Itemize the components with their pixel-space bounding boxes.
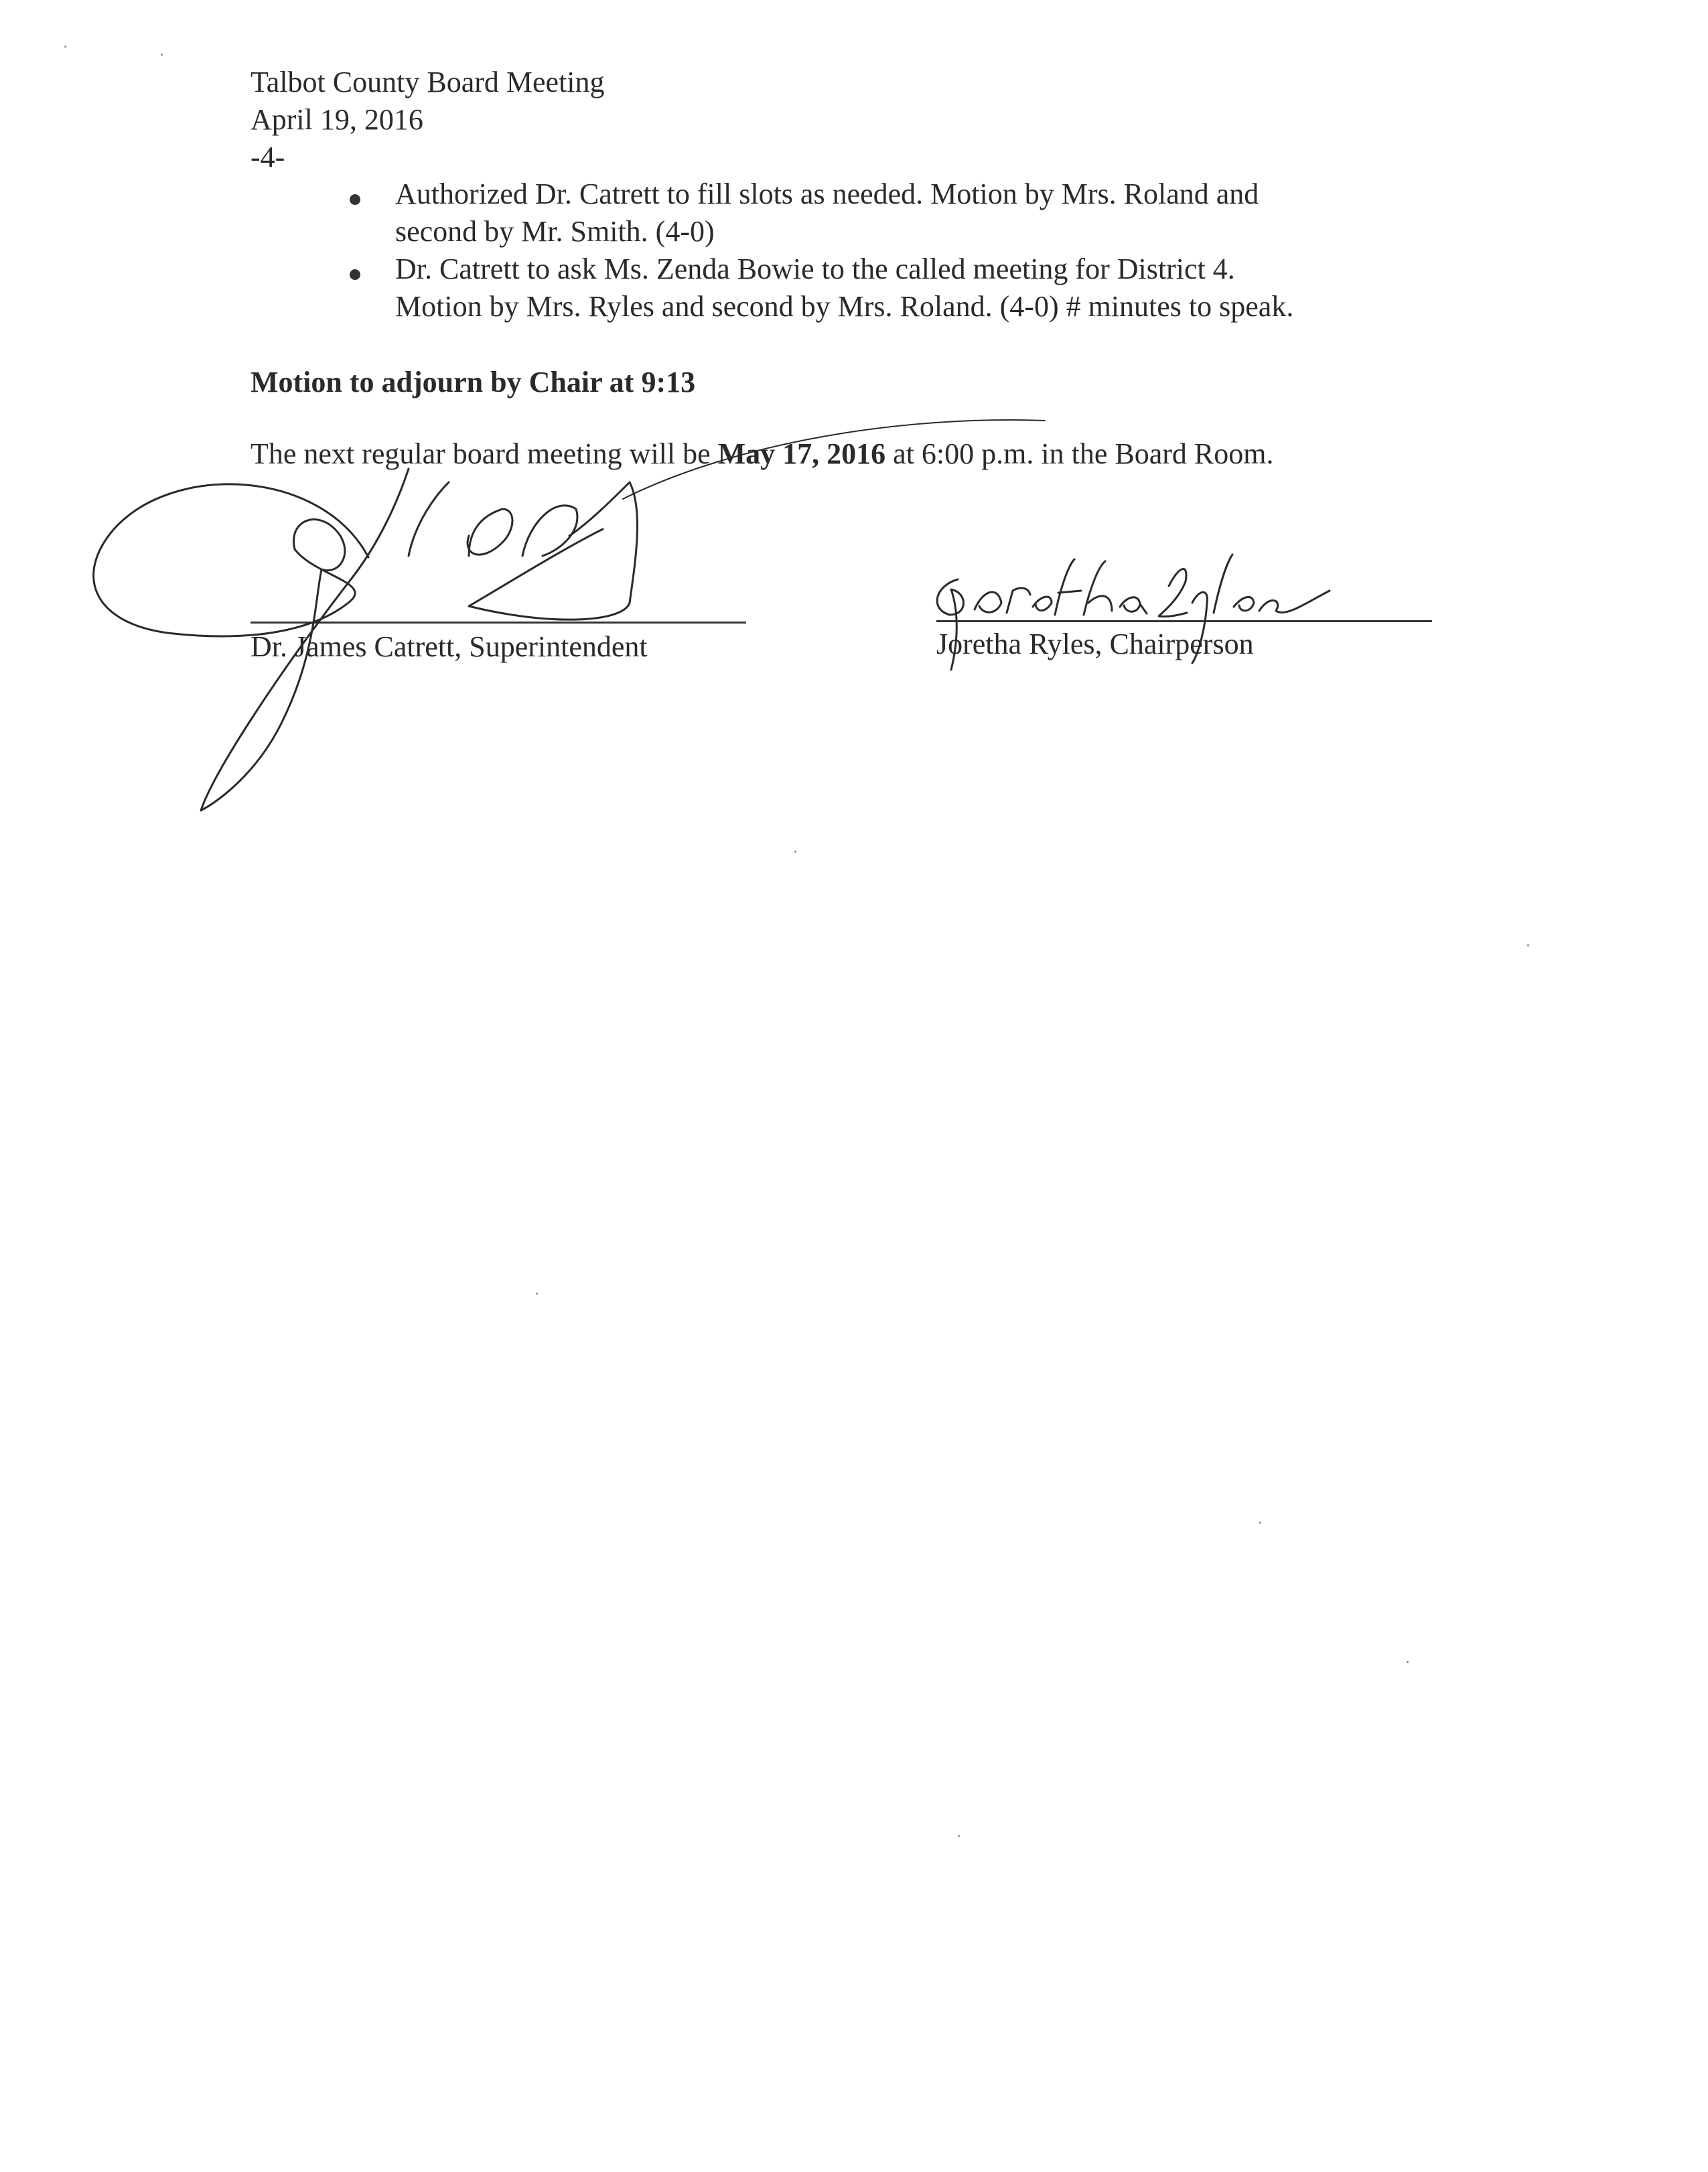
superintendent-signature-line: [251, 622, 746, 624]
scan-speck: [1407, 1661, 1409, 1663]
list-item: [395, 250, 1440, 325]
bullet-icon: [350, 194, 360, 205]
scan-speck: [794, 851, 796, 853]
list-item-line: Motion by Mrs. Ryles and second by Mrs. Roland. (4-0) # minutes to speak.: [395, 290, 1294, 323]
next-meeting-prefix: The next regular board meeting will be: [251, 437, 718, 470]
list-item: [395, 175, 1440, 250]
superintendent-label: Dr. James Catrett, Superintendent: [251, 630, 648, 663]
meeting-date: April 19, 2016: [251, 103, 423, 136]
scan-speck: [1527, 944, 1529, 946]
next-meeting-statement: [251, 437, 1273, 471]
scan-speck: [1259, 1522, 1261, 1524]
bullet-icon: [350, 269, 360, 280]
next-meeting-date: May 17, 2016: [717, 437, 886, 470]
document-title: Talbot County Board Meeting: [251, 66, 605, 98]
adjourn-statement: Motion to adjourn by Chair at 9:13: [251, 366, 696, 399]
scan-speck: [161, 54, 163, 56]
next-meeting-suffix: at 6:00 p.m. in the Board Room.: [885, 437, 1274, 470]
scan-speck: [958, 1835, 960, 1837]
scan-speck: [536, 1293, 538, 1295]
chairperson-signature-line: [936, 620, 1432, 622]
list-item-line: second by Mr. Smith. (4-0): [395, 215, 715, 248]
scan-speck: [64, 46, 66, 48]
superintendent-signature: [94, 420, 1045, 810]
list-item-line: Dr. Catrett to ask Ms. Zenda Bowie to the called meeting for District 4.: [395, 252, 1235, 285]
list-item-line: Authorized Dr. Catrett to fill slots as needed. Motion by Mrs. Roland and: [395, 177, 1259, 210]
chairperson-label: Joretha Ryles, Chairperson: [936, 628, 1254, 660]
page-number: -4-: [251, 141, 285, 173]
